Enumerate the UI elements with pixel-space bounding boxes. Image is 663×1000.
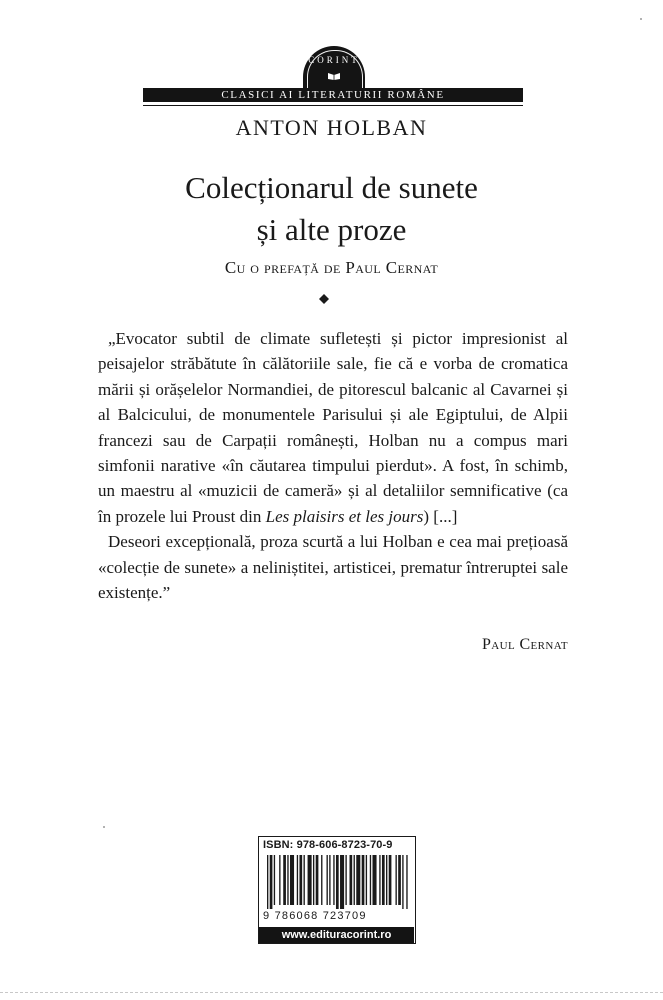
book-title-line1: Colecționarul de sunete (185, 170, 478, 205)
barcode-bar (329, 855, 330, 905)
barcode-bar (395, 855, 396, 905)
blurb-paragraph-2: Deseori excepțională, proza scurtă a lui Holban e cea mai prețioasă «colecție de sunete» a neliniștitei, artisticei, prematur întreruptei sale existențe.” (98, 532, 568, 603)
barcode-bar (370, 855, 371, 905)
isbn-label: ISBN: 978-606-8723-70-9 (263, 839, 393, 851)
barcode-bar (283, 855, 286, 905)
paper-speck (103, 826, 105, 828)
barcode-bar (297, 855, 298, 905)
barcode-bar (316, 855, 319, 905)
barcode-bar (354, 855, 355, 905)
barcode-bar (274, 855, 275, 905)
barcode-bar (362, 855, 365, 905)
barcode-bar (379, 855, 380, 905)
barcode-bar (372, 855, 376, 905)
publisher-url: www.edituracorint.ro (259, 927, 414, 943)
barcode-bar (299, 855, 302, 905)
blurb-italic-title: Les plaisirs et les jours (265, 506, 424, 526)
preface-credit: Cu o prefață de Paul Cernat (224, 258, 439, 277)
corint-logo-text: CORINT (308, 55, 360, 65)
barcode-bar (345, 855, 346, 905)
barcode-bar (386, 855, 387, 905)
barcode-bar (327, 855, 328, 905)
blurb-text (98, 326, 568, 605)
book-title-line2: și alte proze (256, 212, 407, 247)
page-bottom-edge (0, 992, 663, 993)
diamond-ornament-icon (319, 294, 329, 304)
barcode-bar (356, 855, 360, 905)
barcode-digits: 9 786068 723709 (263, 910, 367, 922)
barcode-graphic (267, 855, 409, 909)
barcode-bar (270, 855, 273, 909)
barcode-bar (304, 855, 305, 905)
barcode-bar (398, 855, 401, 905)
barcode-bar (290, 855, 294, 905)
barcode-bar (267, 855, 268, 909)
barcode-bar (308, 855, 312, 905)
barcode-bar (350, 855, 353, 905)
barcode-bar (313, 855, 314, 905)
barcode-bar (366, 855, 367, 905)
barcode-bar (336, 855, 339, 909)
barcode-bar (287, 855, 288, 905)
barcode-bar (389, 855, 392, 905)
barcode-bar (382, 855, 385, 905)
barcode-bar (402, 855, 403, 909)
series-band: CLASICI AI LITERATURII ROMÂNE (143, 88, 523, 102)
barcode-bar (406, 855, 407, 909)
blurb-paragraph-1: „Evocator subtil de climate sufletești și pictor impresionist al peisajelor străbătute în călătoriile sale, fie că e vorba de cromatica mării și orășelelor Normandiei, de pitorescul balcanic al Cavarnei și al Balcicului, de monumentele Parisului și ale Egiptului, de Alpii francezi sau de Carpații românești, Holban nu a compus mari simfonii narative «în căutarea timpului pierdut». A fost, în schimb, un maestru al «muzicii de cameră» și al detaliilor semnificative (ca în prozele lui Proust din Les plaisirs et les jours) [...] (98, 329, 568, 526)
barcode-bar (321, 855, 322, 905)
book-title (0, 167, 663, 251)
paper-speck (640, 18, 642, 20)
open-book-icon (327, 72, 341, 80)
isbn-barcode-box (258, 836, 416, 944)
author-name: ANTON HOLBAN (235, 115, 428, 140)
barcode-bar (333, 855, 334, 905)
barcode-bar (279, 855, 280, 905)
blurb-signature: Paul Cernat (481, 636, 568, 653)
barcode-bar (340, 855, 344, 909)
